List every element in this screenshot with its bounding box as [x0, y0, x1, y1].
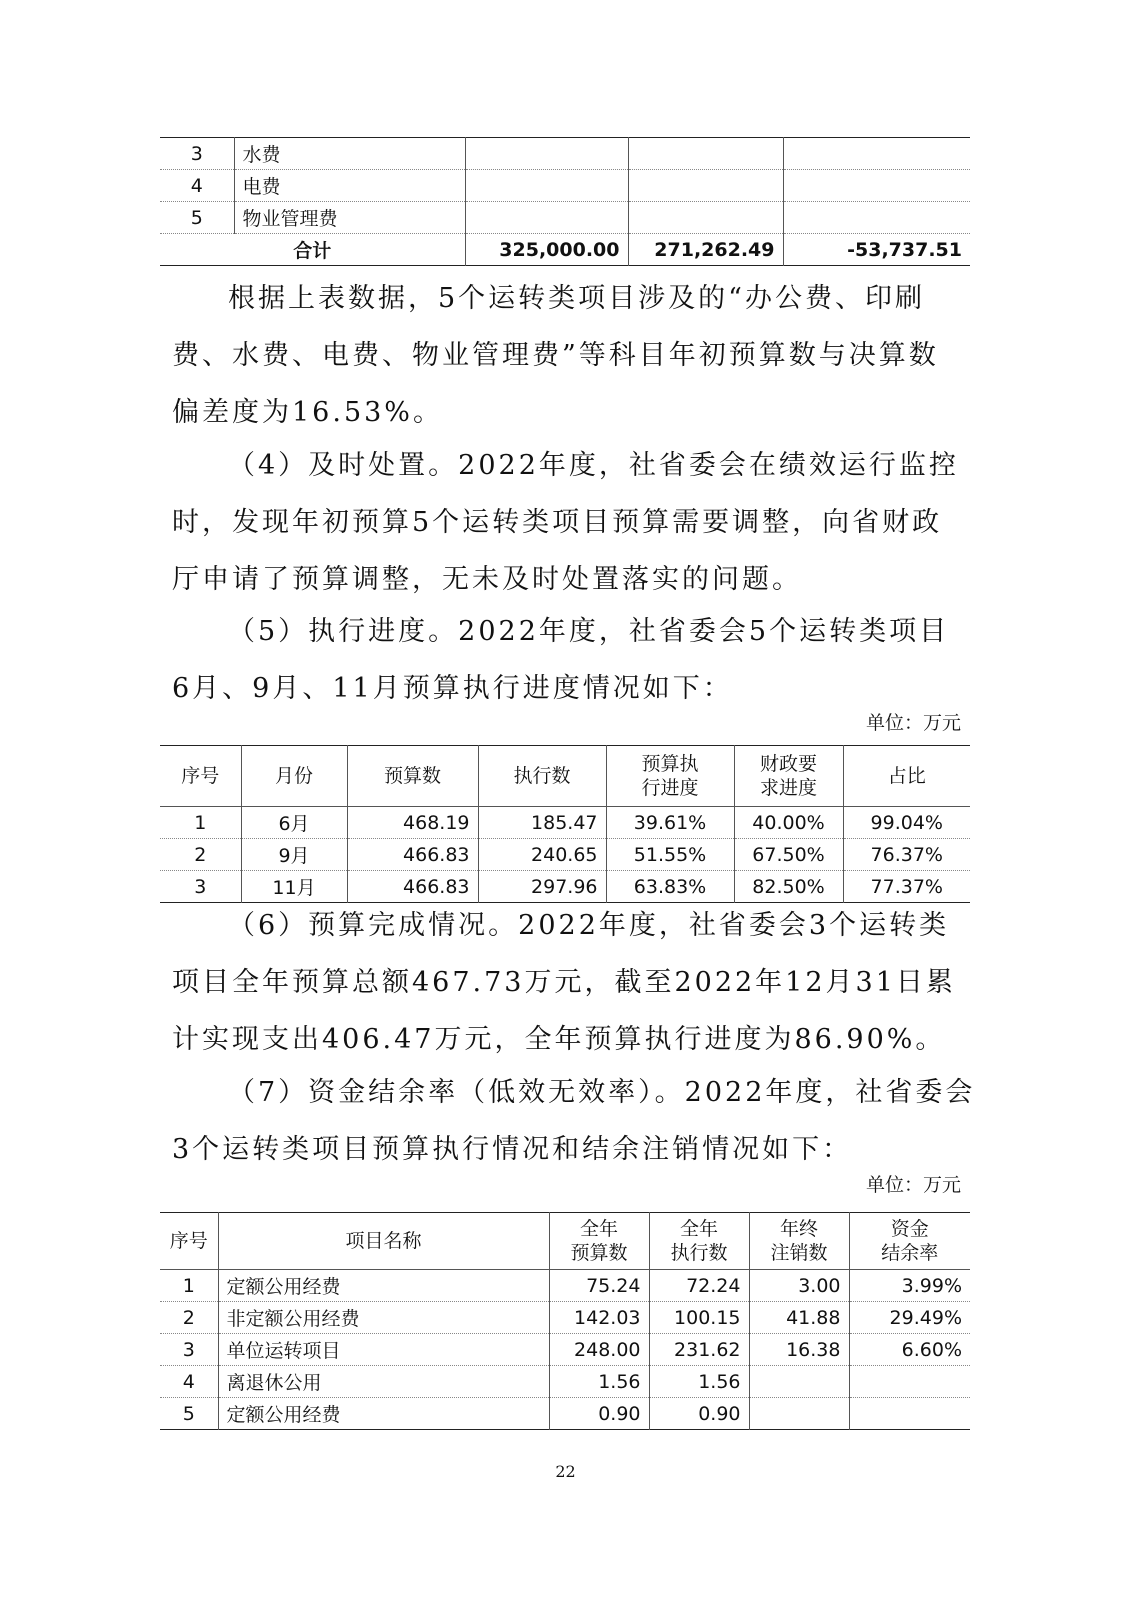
header-cell: 占比 — [843, 746, 970, 807]
total-value: 271,262.49 — [628, 234, 783, 266]
row-number: 5 — [182, 1402, 195, 1425]
text-line: 6月、9月、11月预算执行进度情况如下： — [172, 673, 733, 704]
table-row — [160, 1398, 970, 1430]
text-line: （4）及时处置。2022年度，社省委会在绩效运行监控 — [228, 450, 959, 481]
text-line: 项目全年预算总额467.73万元，截至2022年12月31日累 — [172, 967, 956, 998]
cell-value: 72.24 — [649, 1270, 749, 1302]
total-label: 合计 — [293, 240, 332, 262]
cell-value — [749, 1398, 849, 1430]
cell-value — [465, 138, 628, 170]
fund-balance-table — [160, 1212, 970, 1430]
text-line: 厅申请了预算调整，无未及时处置落实的问题。 — [172, 564, 802, 595]
cell-value: 185.47 — [478, 807, 606, 839]
header-cell: 执行数 — [478, 746, 606, 807]
cell-value — [849, 1366, 970, 1398]
table-header-row — [160, 746, 970, 807]
cell-value: 75.24 — [549, 1270, 649, 1302]
item-name: 电费 — [234, 170, 465, 202]
table-row — [160, 138, 970, 170]
text-line: （5）执行进度。2022年度，社省委会5个运转类项目 — [228, 616, 950, 647]
header-cell: 序号 — [160, 1213, 218, 1270]
table-row — [160, 807, 970, 839]
cell-value: 466.83 — [347, 871, 478, 903]
cell-value — [465, 202, 628, 234]
text-line: 3个运转类项目预算执行情况和结余注销情况如下： — [172, 1134, 853, 1165]
header-cell: 全年 执行数 — [649, 1213, 749, 1270]
row-number: 5 — [160, 202, 234, 234]
paragraph-fund-balance-rate — [172, 1064, 976, 1178]
row-number: 1 — [160, 1270, 218, 1302]
month-cell: 6月 — [241, 807, 347, 839]
cell-value — [465, 170, 628, 202]
cell-value — [628, 138, 783, 170]
row-number: 2 — [160, 839, 241, 871]
cell-value: 76.37% — [843, 839, 970, 871]
paragraph-timely-disposal — [172, 437, 962, 608]
cell-value — [783, 138, 970, 170]
total-value: 325,000.00 — [465, 234, 628, 266]
cell-value — [749, 1366, 849, 1398]
cell-value: 0.90 — [549, 1398, 649, 1430]
item-name: 物业管理费 — [234, 202, 465, 234]
cell-value: 99.04% — [843, 807, 970, 839]
table-row — [160, 1334, 970, 1366]
unit-label: 单位：万元 — [865, 1174, 961, 1196]
project-name: 离退休公用 — [218, 1366, 549, 1398]
cell-value: 248.00 — [549, 1334, 649, 1366]
cell-value: 1.56 — [549, 1366, 649, 1398]
project-name: 非定额公用经费 — [218, 1302, 549, 1334]
table-row — [160, 1366, 970, 1398]
row-number: 4 — [160, 1366, 218, 1398]
header-cell: 财政要 求进度 — [734, 746, 843, 807]
table-row — [160, 170, 970, 202]
cell-value: 82.50% — [734, 871, 843, 903]
table-row — [160, 839, 970, 871]
project-name: 定额公用经费 — [218, 1270, 549, 1302]
row-number: 4 — [160, 170, 234, 202]
cell-value: 39.61% — [606, 807, 734, 839]
cell-value: 297.96 — [478, 871, 606, 903]
cell-value: 466.83 — [347, 839, 478, 871]
table-row — [160, 202, 970, 234]
cell-value: 63.83% — [606, 871, 734, 903]
cell-value: 6.60% — [849, 1334, 970, 1366]
row-number: 3 — [194, 875, 207, 898]
cell-value — [628, 170, 783, 202]
paragraph-budget-completion — [172, 897, 962, 1068]
paragraph-execution-progress — [172, 603, 962, 717]
cell-value — [783, 170, 970, 202]
cell-value: 1.56 — [649, 1366, 749, 1398]
text-line: 时，发现年初预算5个运转类项目预算需要调整，向省财政 — [172, 507, 943, 538]
header-cell: 年终 注销数 — [749, 1213, 849, 1270]
table-row — [160, 1302, 970, 1334]
paragraph-deviation — [172, 270, 962, 441]
cell-value: 40.00% — [734, 807, 843, 839]
cell-value: 3.00 — [749, 1270, 849, 1302]
cell-value: 67.50% — [734, 839, 843, 871]
month-cell: 11月 — [241, 871, 347, 903]
cell-value: 16.38 — [749, 1334, 849, 1366]
cell-value: 0.90 — [649, 1398, 749, 1430]
cell-value: 3.99% — [849, 1270, 970, 1302]
project-name: 单位运转项目 — [218, 1334, 549, 1366]
cell-value — [628, 202, 783, 234]
row-number: 3 — [160, 138, 234, 170]
total-value: -53,737.51 — [783, 234, 970, 266]
text-line: 偏差度为16.53%。 — [172, 397, 443, 428]
header-cell: 项目名称 — [218, 1213, 549, 1270]
cell-value: 100.15 — [649, 1302, 749, 1334]
cell-value: 231.62 — [649, 1334, 749, 1366]
total-row — [160, 234, 970, 266]
header-cell: 月份 — [241, 746, 347, 807]
page-number: 22 — [555, 1462, 576, 1481]
header-cell: 预算数 — [347, 746, 478, 807]
row-number: 1 — [160, 807, 241, 839]
text-line: 根据上表数据，5个运转类项目涉及的“办公费、印刷 — [228, 283, 925, 314]
cell-value: 29.49% — [849, 1302, 970, 1334]
text-line: （7）资金结余率（低效无效率）。2022年度，社省委会 — [228, 1077, 976, 1108]
header-cell: 全年 预算数 — [549, 1213, 649, 1270]
cell-value — [849, 1398, 970, 1430]
cell-value: 468.19 — [347, 807, 478, 839]
header-cell: 预算执 行进度 — [606, 746, 734, 807]
header-cell: 资金 结余率 — [849, 1213, 970, 1270]
text-line: （6）预算完成情况。2022年度，社省委会3个运转类 — [228, 910, 950, 941]
text-line: 计实现支出406.47万元，全年预算执行进度为86.90%。 — [172, 1024, 946, 1055]
cell-value — [783, 202, 970, 234]
expense-summary-table — [160, 137, 970, 266]
month-cell: 9月 — [241, 839, 347, 871]
item-name: 水费 — [234, 138, 465, 170]
row-number: 2 — [160, 1302, 218, 1334]
header-cell: 序号 — [160, 746, 241, 807]
cell-value: 51.55% — [606, 839, 734, 871]
cell-value: 240.65 — [478, 839, 606, 871]
text-line: 费、水费、电费、物业管理费”等科目年初预算数与决算数 — [172, 340, 939, 371]
cell-value: 77.37% — [843, 871, 970, 903]
row-number: 3 — [160, 1334, 218, 1366]
project-name: 定额公用经费 — [218, 1398, 549, 1430]
table-header-row — [160, 1213, 970, 1270]
execution-progress-table — [160, 745, 970, 903]
cell-value: 142.03 — [549, 1302, 649, 1334]
unit-label: 单位：万元 — [865, 712, 961, 734]
cell-value: 41.88 — [749, 1302, 849, 1334]
table-row — [160, 1270, 970, 1302]
